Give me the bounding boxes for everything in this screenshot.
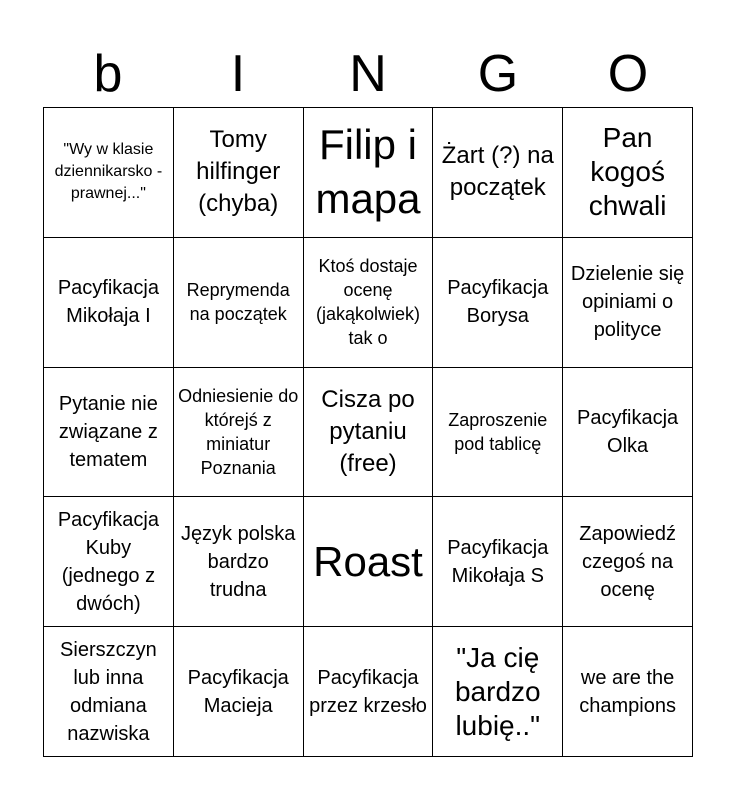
cell-label: Dzielenie się opiniami o polityce xyxy=(570,263,685,342)
cell-label: Reprymenda na początek xyxy=(186,280,290,325)
bingo-cell-r1c5[interactable] xyxy=(563,108,693,238)
cell-label: Język polska bardzo trudna xyxy=(180,522,296,601)
cell-label: Sierszczyn lub inna odmiana nazwiska xyxy=(60,638,157,745)
cell-label: Filip i mapa xyxy=(315,121,421,223)
bingo-cell-r1c3[interactable] xyxy=(304,108,434,238)
bingo-cell-r3c5[interactable] xyxy=(563,368,693,498)
bingo-header xyxy=(43,42,693,106)
cell-label: Pacyfikacja Olka xyxy=(577,406,679,457)
bingo-cell-r4c4[interactable] xyxy=(433,497,563,627)
cell-label: Pan kogoś chwali xyxy=(588,122,667,222)
bingo-cell-r2c5[interactable] xyxy=(563,238,693,368)
cell-label: Zaproszenie pod tablicę xyxy=(448,409,548,454)
bingo-cell-r5c2[interactable] xyxy=(174,627,304,757)
bingo-cell-r2c3[interactable] xyxy=(304,238,434,368)
bingo-cell-r2c4[interactable] xyxy=(433,238,563,368)
cell-label: Odniesienie do którejś z miniatur Poznania xyxy=(178,385,299,478)
cell-label: Pacyfikacja Kuby (jednego z dwóch) xyxy=(57,508,159,615)
cell-label: Ktoś dostaje ocenę (jakąkolwiek) tak o xyxy=(315,256,420,349)
cell-label: Pacyfikacja Mikołaja I xyxy=(57,277,159,328)
cell-label: Pytanie nie związane z tematem xyxy=(58,392,158,471)
bingo-cell-r3c1[interactable] xyxy=(44,368,174,498)
bingo-cell-r3c3[interactable] xyxy=(304,368,434,498)
bingo-cell-r1c1[interactable] xyxy=(44,108,174,238)
cell-label: Pacyfikacja Borysa xyxy=(447,277,549,328)
cell-label: Pacyfikacja Mikołaja S xyxy=(447,536,549,587)
bingo-cell-r1c2[interactable] xyxy=(174,108,304,238)
bingo-cell-r5c5[interactable] xyxy=(563,627,693,757)
bingo-cell-r4c1[interactable] xyxy=(44,497,174,627)
cell-label: Roast xyxy=(313,537,423,585)
bingo-cell-r4c3[interactable] xyxy=(304,497,434,627)
cell-label: Cisza po pytaniu (free) xyxy=(321,385,415,477)
header-letter-n: N xyxy=(349,45,387,103)
cell-label: "Ja cię bardzo lubię.." xyxy=(454,641,541,741)
bingo-cell-r5c1[interactable] xyxy=(44,627,174,757)
cell-label: Pacyfikacja Macieja xyxy=(187,666,289,717)
bingo-cell-r1c4[interactable] xyxy=(433,108,563,238)
bingo-cell-r3c2[interactable] xyxy=(174,368,304,498)
cell-label: Żart (?) na początek xyxy=(441,142,554,202)
bingo-cell-r5c4[interactable] xyxy=(433,627,563,757)
cell-label: we are the champions xyxy=(579,666,676,717)
bingo-cell-r4c2[interactable] xyxy=(174,497,304,627)
bingo-cell-r2c1[interactable] xyxy=(44,238,174,368)
header-letter-o: O xyxy=(607,45,649,103)
bingo-cell-r5c3[interactable] xyxy=(304,627,434,757)
cell-label: Tomy hilfinger (chyba) xyxy=(196,126,281,218)
bingo-cell-r3c4[interactable] xyxy=(433,368,563,498)
bingo-cell-r4c5[interactable] xyxy=(563,497,693,627)
bingo-cell-r2c2[interactable] xyxy=(174,238,304,368)
header-letter-g: G xyxy=(477,45,519,103)
bingo-board xyxy=(43,107,693,757)
cell-label: Pacyfikacja przez krzesło xyxy=(309,666,427,717)
cell-label: "Wy w klasie dziennikarsko - prawnej..." xyxy=(54,141,163,203)
cell-label: Zapowiedź czegoś na ocenę xyxy=(579,522,676,601)
header-letter-b: b xyxy=(93,45,123,103)
header-letter-i: I xyxy=(230,45,246,103)
